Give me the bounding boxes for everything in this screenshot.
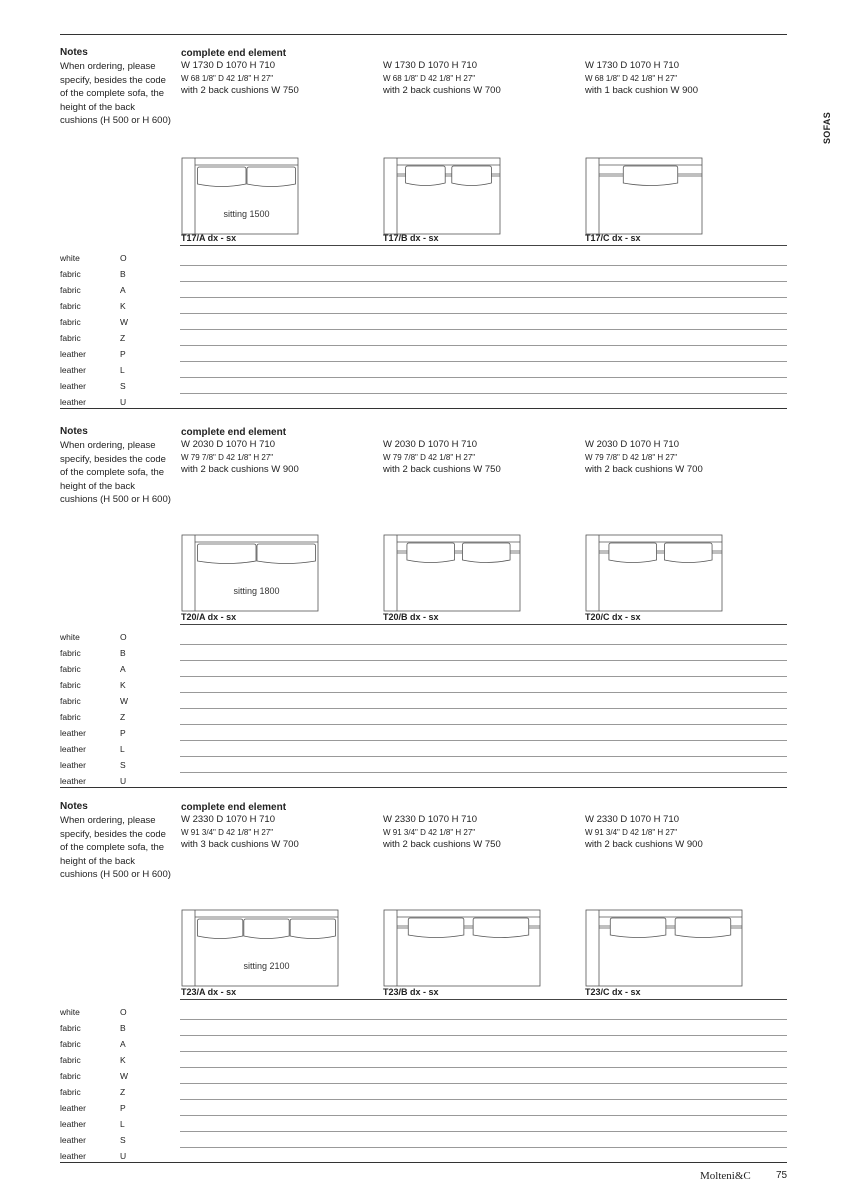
dimensions-inches: W 91 3/4" D 42 1/8" H 27" — [181, 828, 274, 837]
material-category: Z — [120, 712, 126, 722]
material-name: fabric — [60, 712, 81, 722]
dimensions-mm: W 2330 D 1070 H 710 — [585, 814, 680, 825]
back-cushion — [664, 543, 712, 563]
material-name: leather — [60, 760, 86, 770]
material-row — [60, 709, 787, 725]
back-cushion — [198, 544, 257, 564]
sofa-drawing — [383, 157, 502, 237]
cushion-spec: with 2 back cushions W 750 — [383, 464, 501, 475]
material-row — [60, 330, 787, 346]
material-category: K — [120, 1055, 126, 1065]
material-row — [60, 1036, 787, 1052]
price-grid-top — [180, 999, 787, 1000]
material-row — [60, 1132, 787, 1148]
back-cushion — [257, 544, 316, 564]
material-name: fabric — [60, 285, 81, 295]
material-row — [60, 1100, 787, 1116]
material-name: leather — [60, 776, 86, 786]
material-category: A — [120, 285, 126, 295]
dimensions-mm: W 1730 D 1070 H 710 — [585, 60, 680, 71]
material-row — [60, 1068, 787, 1084]
product-code: T17/C dx - sx — [585, 233, 641, 243]
material-category: L — [120, 744, 125, 754]
back-cushion — [247, 167, 296, 187]
section-header: complete end element — [181, 802, 287, 813]
material-name: fabric — [60, 648, 81, 658]
back-cushion — [452, 166, 492, 186]
material-row — [60, 741, 787, 757]
material-name: leather — [60, 1151, 86, 1161]
material-row — [60, 661, 787, 677]
material-name: fabric — [60, 696, 81, 706]
material-row — [60, 282, 787, 298]
notes-text: When ordering, please specify, besides the code of the complete sofa, the height of the back cushions (H 500 or H 600) — [60, 815, 171, 881]
dimensions-inches: W 91 3/4" D 42 1/8" H 27" — [383, 828, 476, 837]
material-row — [60, 1084, 787, 1100]
dimensions-mm: W 1730 D 1070 H 710 — [181, 60, 276, 71]
material-category: Z — [120, 333, 126, 343]
sitting-label: sitting 1800 — [233, 586, 280, 596]
material-row — [60, 298, 787, 314]
dimensions-mm: W 2030 D 1070 H 710 — [383, 439, 478, 450]
back-cushion — [406, 166, 446, 186]
material-name: leather — [60, 744, 86, 754]
material-category: O — [120, 632, 127, 642]
sofa-drawing — [383, 534, 522, 614]
material-category: B — [120, 269, 126, 279]
material-name: fabric — [60, 680, 81, 690]
notes-title: Notes — [60, 801, 88, 812]
material-name: leather — [60, 1103, 86, 1113]
cushion-spec: with 2 back cushions W 900 — [181, 464, 299, 475]
sofa-section-t23 — [0, 801, 848, 1179]
product-code: T20/B dx - sx — [383, 612, 439, 622]
material-name: fabric — [60, 333, 81, 343]
sofa-section-t20 — [0, 426, 848, 804]
material-category: S — [120, 381, 126, 391]
product-code: T17/B dx - sx — [383, 233, 439, 243]
cushion-spec: with 1 back cushion W 900 — [585, 85, 699, 96]
material-category: P — [120, 1103, 126, 1113]
section-header: complete end element — [181, 427, 287, 438]
material-category: U — [120, 776, 127, 786]
material-row — [60, 1004, 787, 1020]
material-name: fabric — [60, 664, 81, 674]
material-name: fabric — [60, 301, 81, 311]
dimensions-mm: W 1730 D 1070 H 710 — [383, 60, 478, 71]
sofa-item — [181, 801, 381, 997]
back-cushion — [473, 918, 529, 938]
price-grid-top — [180, 245, 787, 246]
sofa-drawing — [383, 909, 542, 989]
material-category: O — [120, 253, 127, 263]
material-row — [60, 1052, 787, 1068]
section-divider — [60, 1162, 787, 1163]
material-category: L — [120, 365, 125, 375]
material-name: leather — [60, 349, 86, 359]
product-code: T23/B dx - sx — [383, 987, 439, 997]
back-cushion — [290, 919, 335, 939]
material-category: B — [120, 648, 126, 658]
dimensions-inches: W 68 1/8" D 42 1/8" H 27" — [585, 74, 678, 83]
material-category: K — [120, 301, 126, 311]
material-name: fabric — [60, 1055, 81, 1065]
material-category: Z — [120, 1087, 126, 1097]
material-row — [60, 629, 787, 645]
sofa-section-t17 — [0, 47, 848, 425]
back-cushion — [198, 167, 247, 187]
back-cushion — [198, 919, 243, 939]
material-row — [60, 362, 787, 378]
sofa-drawing — [181, 157, 300, 237]
dimensions-mm: W 2330 D 1070 H 710 — [181, 814, 276, 825]
material-category: W — [120, 696, 129, 706]
sofa-drawing — [585, 534, 724, 614]
sofa-drawing — [181, 534, 320, 614]
price-grid-top — [180, 624, 787, 625]
product-code: T23/C dx - sx — [585, 987, 641, 997]
material-row — [60, 346, 787, 362]
cushion-spec: with 2 back cushions W 900 — [585, 839, 703, 850]
sofa-drawing — [585, 909, 744, 989]
material-row — [60, 378, 787, 394]
dimensions-inches: W 91 3/4" D 42 1/8" H 27" — [585, 828, 678, 837]
material-row — [60, 725, 787, 741]
dimensions-mm: W 2330 D 1070 H 710 — [383, 814, 478, 825]
material-row — [60, 757, 787, 773]
material-row — [60, 266, 787, 282]
section-divider — [60, 408, 787, 409]
material-row — [60, 677, 787, 693]
material-name: leather — [60, 1135, 86, 1145]
brand-logo: Molteni&C — [700, 1170, 751, 1182]
section-divider — [60, 787, 787, 788]
notes-text: When ordering, please specify, besides the code of the complete sofa, the height of the back cushions (H 500 or H 600) — [60, 440, 171, 506]
back-cushion — [407, 543, 455, 563]
material-category: O — [120, 1007, 127, 1017]
material-category: A — [120, 1039, 126, 1049]
product-code: T20/A dx - sx — [181, 612, 237, 622]
material-name: fabric — [60, 317, 81, 327]
sofa-item — [181, 426, 381, 622]
material-name: fabric — [60, 1039, 81, 1049]
dimensions-inches: W 79 7/8" D 42 1/8" H 27" — [383, 453, 476, 462]
dimensions-inches: W 68 1/8" D 42 1/8" H 27" — [181, 74, 274, 83]
material-category: K — [120, 680, 126, 690]
back-cushion — [462, 543, 510, 563]
material-name: fabric — [60, 269, 81, 279]
product-code: T23/A dx - sx — [181, 987, 237, 997]
cushion-spec: with 2 back cushions W 700 — [585, 464, 703, 475]
cushion-spec: with 2 back cushions W 700 — [383, 85, 501, 96]
dimensions-inches: W 79 7/8" D 42 1/8" H 27" — [181, 453, 274, 462]
notes-title: Notes — [60, 426, 88, 437]
material-name: leather — [60, 365, 86, 375]
section-header: complete end element — [181, 48, 287, 59]
material-category: P — [120, 728, 126, 738]
material-name: fabric — [60, 1071, 81, 1081]
back-cushion — [408, 918, 464, 938]
sitting-label: sitting 1500 — [223, 209, 270, 219]
material-category: S — [120, 760, 126, 770]
material-name: fabric — [60, 1023, 81, 1033]
material-category: W — [120, 317, 129, 327]
notes-title: Notes — [60, 47, 88, 58]
sofa-drawing — [181, 909, 340, 989]
material-name: leather — [60, 1119, 86, 1129]
notes-text: When ordering, please specify, besides the code of the complete sofa, the height of the back cushions (H 500 or H 600) — [60, 61, 171, 127]
back-cushion — [623, 166, 677, 186]
product-code: T17/A dx - sx — [181, 233, 237, 243]
material-category: B — [120, 1023, 126, 1033]
material-name: white — [60, 1007, 80, 1017]
material-name: white — [60, 632, 80, 642]
back-cushion — [244, 919, 289, 939]
dimensions-inches: W 68 1/8" D 42 1/8" H 27" — [383, 74, 476, 83]
material-category: A — [120, 664, 126, 674]
material-category: U — [120, 1151, 127, 1161]
top-divider — [60, 34, 787, 35]
cushion-spec: with 2 back cushions W 750 — [181, 85, 299, 96]
material-name: leather — [60, 728, 86, 738]
back-cushion — [675, 918, 731, 938]
back-cushion — [609, 543, 657, 563]
sofa-drawing — [585, 157, 704, 237]
material-category: L — [120, 1119, 125, 1129]
material-category: W — [120, 1071, 129, 1081]
material-row — [60, 250, 787, 266]
material-row — [60, 1116, 787, 1132]
dimensions-mm: W 2030 D 1070 H 710 — [181, 439, 276, 450]
material-name: leather — [60, 397, 86, 407]
sofa-item — [181, 47, 381, 243]
material-category: P — [120, 349, 126, 359]
page-number: 75 — [776, 1170, 788, 1181]
dimensions-mm: W 2030 D 1070 H 710 — [585, 439, 680, 450]
material-row — [60, 314, 787, 330]
cushion-spec: with 2 back cushions W 750 — [383, 839, 501, 850]
material-name: white — [60, 253, 80, 263]
material-category: U — [120, 397, 127, 407]
back-cushion — [610, 918, 666, 938]
material-category: S — [120, 1135, 126, 1145]
dimensions-inches: W 79 7/8" D 42 1/8" H 27" — [585, 453, 678, 462]
material-row — [60, 645, 787, 661]
cushion-spec: with 3 back cushions W 700 — [181, 839, 299, 850]
product-code: T20/C dx - sx — [585, 612, 641, 622]
material-row — [60, 1020, 787, 1036]
material-name: fabric — [60, 1087, 81, 1097]
side-category-label: SOFAS — [822, 111, 832, 145]
material-row — [60, 693, 787, 709]
sitting-label: sitting 2100 — [243, 961, 290, 971]
material-name: leather — [60, 381, 86, 391]
